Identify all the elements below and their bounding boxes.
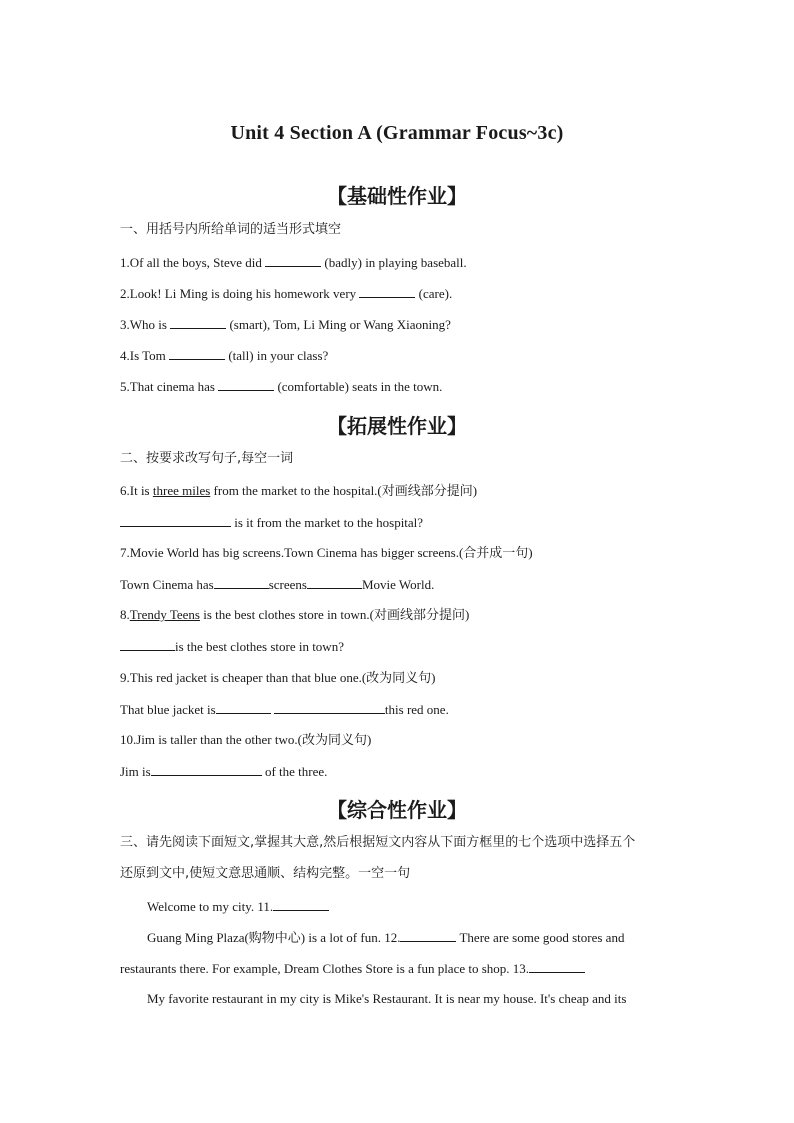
underlined-phrase-6: three miles — [152, 483, 211, 498]
question-1: 1.Of all the boys, Steve did (badly) in playing baseball. — [120, 255, 467, 270]
answer-blank-10[interactable] — [151, 763, 262, 776]
answer-blank-5[interactable] — [218, 378, 274, 391]
question-7-answer: Town Cinema has screens Movie World. — [120, 577, 435, 592]
part3-instruction-line1: 三、请先阅读下面短文,掌握其大意,然后根据短文内容从下面方框里的七个选项中选择五个 — [120, 835, 636, 850]
question-5: 5.That cinema has (comfortable) seats in the town. — [120, 379, 443, 394]
answer-blank-8[interactable] — [120, 638, 175, 651]
part1-instruction: 一、用括号内所给单词的适当形式填空 — [120, 222, 342, 237]
question-7: 7.Movie World has big screens.Town Cinema has bigger screens.(合并成一句) — [120, 545, 533, 560]
answer-blank-12[interactable] — [400, 929, 456, 942]
answer-blank-7a[interactable] — [214, 576, 269, 589]
answer-blank-13[interactable] — [529, 960, 585, 973]
question-4: 4.Is Tom (tall) in your class? — [120, 348, 329, 363]
question-9-answer: That blue jacket is this red one. — [120, 702, 449, 717]
answer-blank-6[interactable] — [120, 514, 231, 527]
question-10-answer: Jim is of the three. — [120, 764, 328, 779]
question-6-answer: is it from the market to the hospital? — [120, 514, 423, 531]
answer-blank-9a[interactable] — [216, 701, 271, 714]
question-9: 9.This red jacket is cheaper than that blue one.(改为同义句) — [120, 670, 436, 685]
section-basic-heading: 【基础性作业】 — [327, 184, 467, 208]
underlined-phrase-8: Trendy Teens — [129, 607, 200, 622]
page-title: Unit 4 Section A (Grammar Focus~3c) — [230, 122, 564, 144]
part3-instruction-line2: 还原到文中,使短文意思通顺、结构完整。一空一句 — [120, 866, 411, 881]
question-10: 10.Jim is taller than the other two.(改为同义句) — [120, 732, 372, 747]
passage-line-4: My favorite restaurant in my city is Mike's Restaurant. It is near my house. It's cheap and its — [147, 991, 627, 1006]
passage-line-3: restaurants there. For example, Dream Clothes Store is a fun place to shop. 13. — [120, 960, 585, 977]
answer-blank-7b[interactable] — [307, 576, 362, 589]
part2-instruction: 二、按要求改写句子,每空一词 — [120, 451, 294, 466]
answer-blank-4[interactable] — [169, 347, 225, 360]
passage-line-1: Welcome to my city. 11. — [147, 898, 329, 915]
question-6: 6.It is three miles from the market to the hospital.(对画线部分提问) — [120, 483, 478, 498]
answer-blank-3[interactable] — [170, 316, 226, 329]
question-3: 3.Who is (smart), Tom, Li Ming or Wang Xiaoning? — [120, 317, 451, 332]
passage-line-2: Guang Ming Plaza(购物中心) is a lot of fun. 12. There are some good stores and — [147, 930, 625, 945]
question-8-answer: is the best clothes store in town? — [120, 638, 344, 655]
question-2: 2.Look! Li Ming is doing his homework very (care). — [120, 286, 453, 301]
section-extend-heading: 【拓展性作业】 — [327, 414, 467, 438]
question-8: 8.Trendy Teens is the best clothes store in town.(对画线部分提问) — [120, 607, 470, 622]
answer-blank-2[interactable] — [359, 285, 415, 298]
answer-blank-9b[interactable] — [274, 701, 385, 714]
answer-blank-11[interactable] — [273, 898, 329, 911]
section-comprehensive-heading: 【综合性作业】 — [327, 798, 467, 822]
answer-blank-1[interactable] — [265, 254, 321, 267]
